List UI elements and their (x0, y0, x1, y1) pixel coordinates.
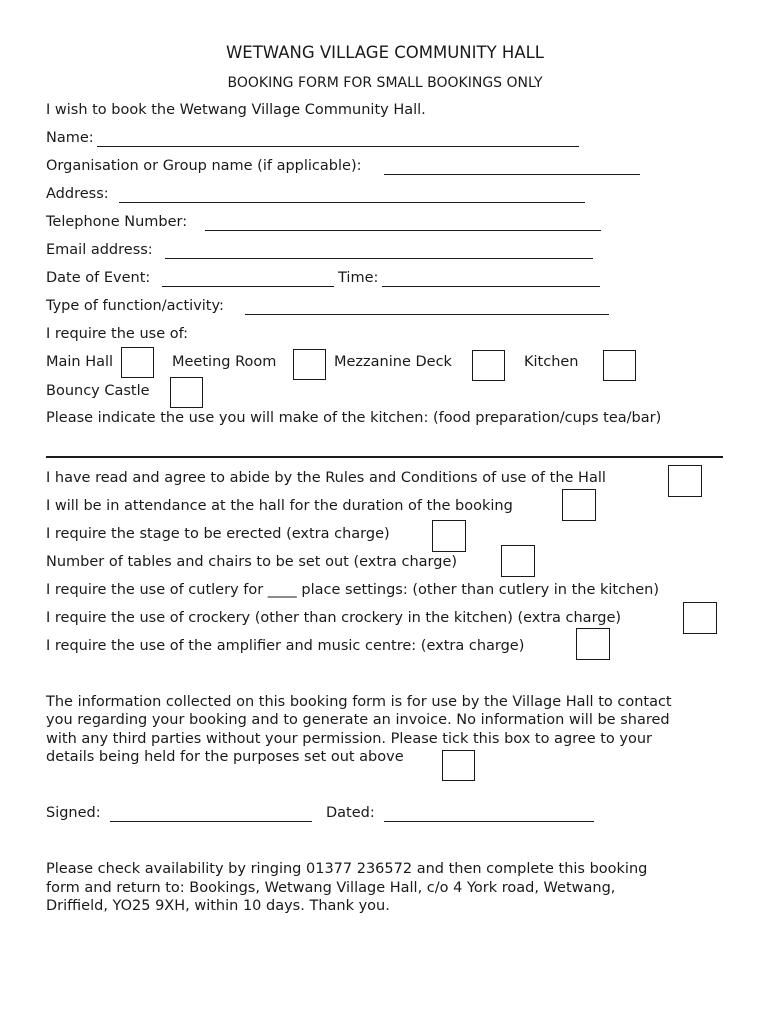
signed-label: Signed: (46, 805, 101, 821)
organisation-field[interactable] (384, 174, 640, 175)
crockery-checkbox[interactable] (683, 602, 717, 634)
address-field[interactable] (119, 202, 585, 203)
main-hall-checkbox[interactable] (121, 347, 154, 378)
amplifier-text: I require the use of the amplifier and music centre: (extra charge) (46, 638, 525, 654)
section-divider (46, 456, 723, 458)
tables-checkbox[interactable] (501, 545, 535, 577)
privacy-line-3: with any third parties without your permission. Please tick this box to agree to your (46, 731, 653, 747)
crockery-text: I require the use of crockery (other than crockery in the kitchen) (extra charge) (46, 610, 622, 626)
kitchen-use-text: Please indicate the use you will make of the kitchen: (food preparation/cups tea/bar) (46, 410, 662, 426)
rules-text: I have read and agree to abide by the Rules and Conditions of use of the Hall (46, 470, 606, 486)
dated-label: Dated: (326, 805, 375, 821)
main-hall-label: Main Hall (46, 354, 114, 370)
kitchen-checkbox[interactable] (603, 350, 636, 381)
rules-checkbox[interactable] (668, 465, 702, 497)
bouncy-castle-label: Bouncy Castle (46, 383, 150, 399)
mezzanine-checkbox[interactable] (472, 350, 505, 381)
dated-field[interactable] (384, 821, 594, 822)
organisation-label: Organisation or Group name (if applicable): (46, 158, 362, 174)
telephone-label: Telephone Number: (46, 214, 188, 230)
stage-text: I require the stage to be erected (extra charge) (46, 526, 390, 542)
privacy-line-4: details being held for the purposes set out above (46, 749, 404, 765)
tables-text: Number of tables and chairs to be set out (extra charge) (46, 554, 458, 570)
time-field[interactable] (382, 286, 600, 287)
date-label: Date of Event: (46, 270, 151, 286)
footer-line-3: Driffield, YO25 9XH, within 10 days. Thank you. (46, 898, 390, 914)
amplifier-checkbox[interactable] (576, 628, 610, 660)
meeting-room-checkbox[interactable] (293, 349, 326, 380)
use-heading: I require the use of: (46, 326, 189, 342)
bouncy-castle-checkbox[interactable] (170, 377, 203, 408)
email-field[interactable] (165, 258, 593, 259)
page-subtitle: BOOKING FORM FOR SMALL BOOKINGS ONLY (227, 75, 543, 91)
privacy-consent-checkbox[interactable] (442, 750, 475, 781)
meeting-room-label: Meeting Room (172, 354, 277, 370)
telephone-field[interactable] (205, 230, 601, 231)
address-label: Address: (46, 186, 109, 202)
footer-line-2: form and return to: Bookings, Wetwang Village Hall, c/o 4 York road, Wetwang, (46, 880, 616, 896)
name-field[interactable] (97, 146, 579, 147)
privacy-line-1: The information collected on this booking form is for use by the Village Hall to contact (46, 694, 672, 710)
mezzanine-label: Mezzanine Deck (334, 354, 452, 370)
attendance-checkbox[interactable] (562, 489, 596, 521)
intro-text: I wish to book the Wetwang Village Community Hall. (46, 102, 426, 118)
email-label: Email address: (46, 242, 153, 258)
name-label: Name: (46, 130, 94, 146)
footer-line-1: Please check availability by ringing 01377 236572 and then complete this booking (46, 861, 648, 877)
privacy-line-2: you regarding your booking and to generate an invoice. No information will be shared (46, 712, 670, 728)
function-field[interactable] (245, 314, 609, 315)
signature-field[interactable] (110, 821, 312, 822)
kitchen-label: Kitchen (524, 354, 579, 370)
date-field[interactable] (162, 286, 334, 287)
function-label: Type of function/activity: (46, 298, 224, 314)
attendance-text: I will be in attendance at the hall for the duration of the booking (46, 498, 513, 514)
page-title: WETWANG VILLAGE COMMUNITY HALL (225, 43, 544, 62)
cutlery-text: I require the use of cutlery for ____ place settings: (other than cutlery in the kitchen) (46, 582, 660, 598)
stage-checkbox[interactable] (432, 520, 466, 552)
time-label: Time: (338, 270, 379, 286)
